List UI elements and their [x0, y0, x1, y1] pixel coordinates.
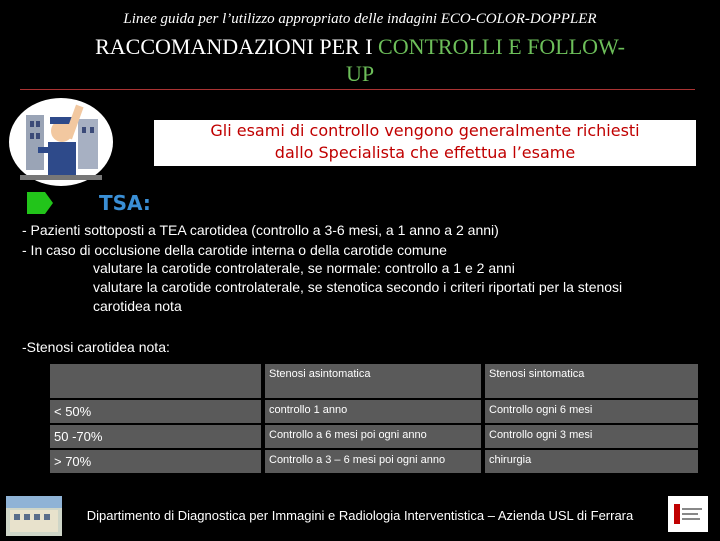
- notice-line-2: dallo Specialista che effettua l’esame: [274, 143, 576, 162]
- title-part-green: CONTROLLI E FOLLOW-: [378, 34, 625, 59]
- table-cell: Controllo a 6 mesi poi ogni anno: [261, 425, 481, 448]
- table-cell: controllo 1 anno: [261, 400, 481, 423]
- table-row: [50, 425, 698, 448]
- slide-title: [20, 33, 700, 87]
- presentation-subtitle: Linee guida per l’utilizzo appropriato delle indagini ECO-COLOR-DOPPLER: [123, 11, 597, 27]
- table-cell: chirurgia: [481, 450, 698, 473]
- table-header-cell: [50, 364, 261, 398]
- title-part-white: RACCOMANDAZIONI PER I: [95, 34, 379, 59]
- section-heading: TSA:: [99, 191, 151, 215]
- table-header-cell: Stenosi sintomatica: [481, 364, 698, 398]
- body-line-2: - In caso di occlusione della carotide interna o della carotide comune: [22, 242, 447, 258]
- table-cell: 50 -70%: [50, 425, 261, 448]
- table-row: [50, 400, 698, 423]
- notice-line-1: Gli esami di controllo vengono generalmente richiesti: [210, 121, 640, 140]
- footer-text: Dipartimento di Diagnostica per Immagini e Radiologia Interventistica – Azienda USL di Ferrara: [86, 508, 634, 523]
- notice-box: [154, 120, 696, 166]
- table-cell: > 70%: [50, 450, 261, 473]
- traffic-police-clipart-icon: [8, 97, 114, 187]
- body-line-1: - Pazienti sottoposti a TEA carotidea (controllo a 3-6 mesi, a 1 anno a 2 anni): [22, 222, 499, 238]
- table-cell: < 50%: [50, 400, 261, 423]
- table-cell: Controllo ogni 6 mesi: [481, 400, 698, 423]
- table-header-row: [50, 364, 698, 398]
- follow-up-table: [50, 362, 698, 475]
- table-row: [50, 450, 698, 473]
- table-cell: Controllo a 3 – 6 mesi poi ogni anno: [261, 450, 481, 473]
- title-divider: [20, 89, 695, 90]
- body-line-4: valutare la carotide controlaterale, se stenotica secondo i criteri riportati per la stenosi: [93, 279, 623, 295]
- body-line-6: -Stenosi carotidea nota:: [22, 339, 170, 355]
- table-cell: Controllo ogni 3 mesi: [481, 425, 698, 448]
- azienda-usl-logo-right: [668, 496, 708, 532]
- green-arrow-bullet-icon: [27, 192, 53, 214]
- body-line-5: carotidea nota: [93, 298, 182, 314]
- table-header-cell: Stenosi asintomatica: [261, 364, 481, 398]
- body-line-3: valutare la carotide controlaterale, se normale: controllo a 1 e 2 anni: [93, 260, 515, 276]
- title-part-green-2: UP: [345, 61, 375, 86]
